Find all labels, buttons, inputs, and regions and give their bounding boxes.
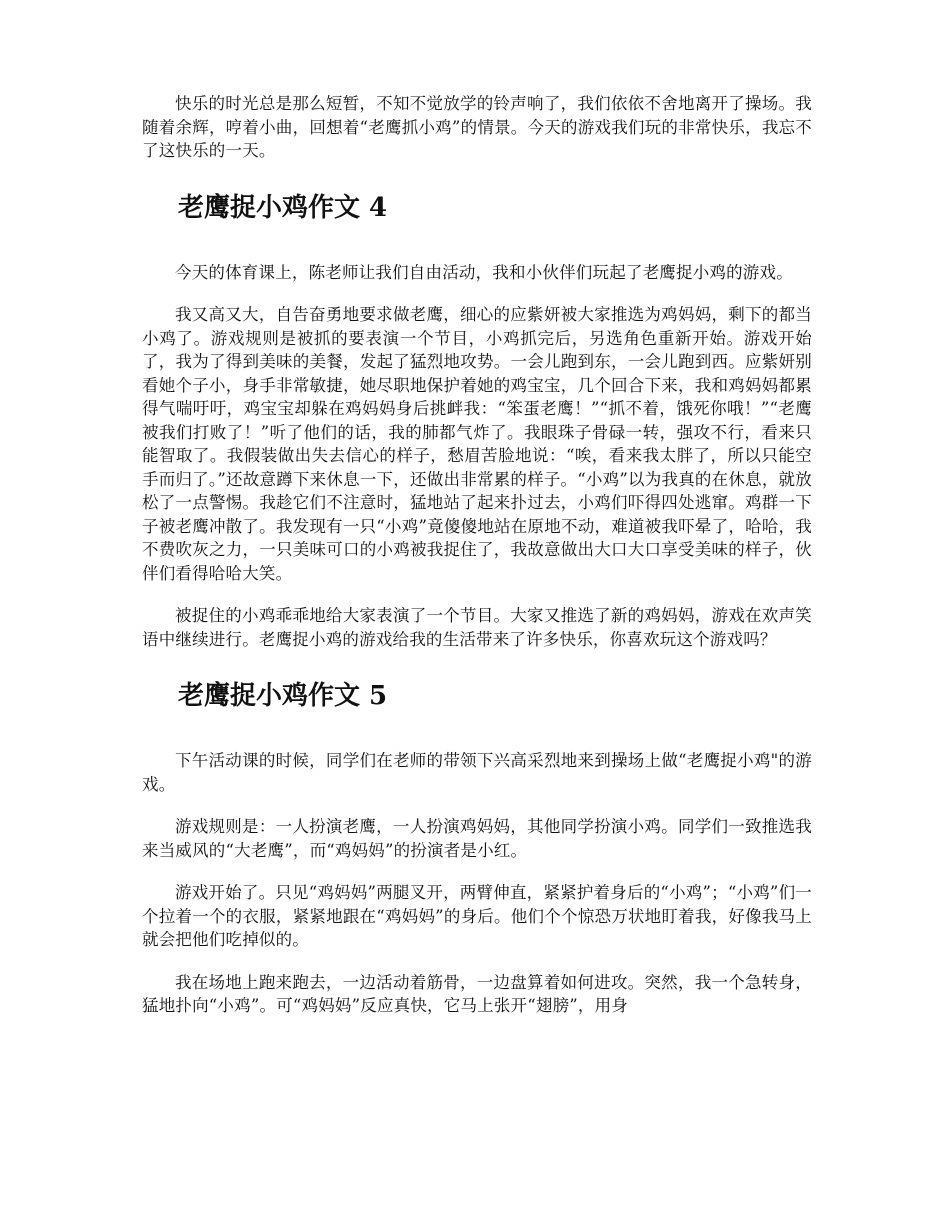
- section-title: 老鹰捉小鸡作文 5: [178, 681, 388, 711]
- paragraph: 被捉住的小鸡乖乖地给大家表演了一个节目。大家又推选了新的鸡妈妈，游戏在欢声笑语中继续进行。老鹰捉小鸡的游戏给我的生活带来了许多快乐，你喜欢玩这个游戏吗？: [142, 606, 812, 649]
- paragraph: 我又高又大，自告奋勇地要求做老鹰，细心的应紫妍被大家推选为鸡妈妈，剩下的都当小鸡了。游戏规则是被抓的要表演一个节目，小鸡抓完后，另选角色重新开始。游戏开始了，我为了得到美味的美餐，发起了猛烈地攻势。一会儿跑到东，一会儿跑到西。应紫妍别看她个子小，身手非常敏捷，她尽职地保护着她的鸡宝宝，几个回合下来，我和鸡妈妈都累得气喘吁吁，鸡宝宝却躲在鸡妈妈身后挑衅我：“笨蛋老鹰！”“抓不着，饿死你哦！”“老鹰被我们打败了！”听了他们的话，我的肺都气炸了。我眼珠子骨碌一转，强攻不行，看来只能智取了。我假装做出失去信心的样子，愁眉苦脸地说：“唉，看来我太胖了，所以只能空手而归了。”还故意蹲下来休息一下，还做出非常累的样子。“小鸡”以为我真的在休息，就放松了一点警惕。我趁它们不注意时，猛地站了起来扑过去，小鸡们吓得四处逃窜。鸡群一下子被老鹰冲散了。我发现有一只“小鸡”竟傻傻地站在原地不动，难道被我吓晕了，哈哈，我不费吹灰之力，一只美味可口的小鸡被我捉住了，我故意做出大口大口享受美味的样子，伙伴们看得哈哈大笑。: [142, 305, 812, 583]
- document-page: [142, 92, 812, 1037]
- section-essay-4: [142, 191, 812, 652]
- paragraph: 游戏规则是：一人扮演老鹰，一人扮演鸡妈妈，其他同学扮演小鸡。同学们一致推选我来当威风的“大老鹰”，而“鸡妈妈”的扮演者是小红。: [142, 817, 812, 860]
- section-title: 老鹰捉小鸡作文 4: [178, 192, 388, 223]
- paragraph: 今天的体育课上，陈老师让我们自由活动，我和小伙伴们玩起了老鹰捉小鸡的游戏。: [175, 262, 793, 282]
- intro-paragraph: 快乐的时光总是那么短暂，不知不觉放学的铃声响了，我们依依不舍地离开了操场。我随着余辉，哼着小曲，回想着“老鹰抓小鸡”的情景。今天的游戏我们玩的非常快乐，我忘不了这快乐的一天。: [142, 94, 812, 160]
- paragraph: 我在场地上跑来跑去，一边活动着筋骨，一边盘算着如何进攻。突然，我一个急转身，猛地扑向“小鸡”。可“鸡妈妈”反应真快，它马上张开“翅膀”，用身: [142, 972, 812, 1015]
- paragraph: 游戏开始了。只见“鸡妈妈”两腿叉开，两臂伸直，紧紧护着身后的“小鸡”；“小鸡”们一个拉着一个的衣服，紧紧地跟在“鸡妈妈”的身后。他们个个惊恐万状地盯着我，好像我马上就会把他们吃掉似的。: [142, 883, 812, 949]
- section-essay-5: [142, 679, 812, 1018]
- paragraph: 下午活动课的时候，同学们在老师的带领下兴高采烈地来到操场上做“老鹰捉小鸡"的游戏。: [142, 751, 812, 794]
